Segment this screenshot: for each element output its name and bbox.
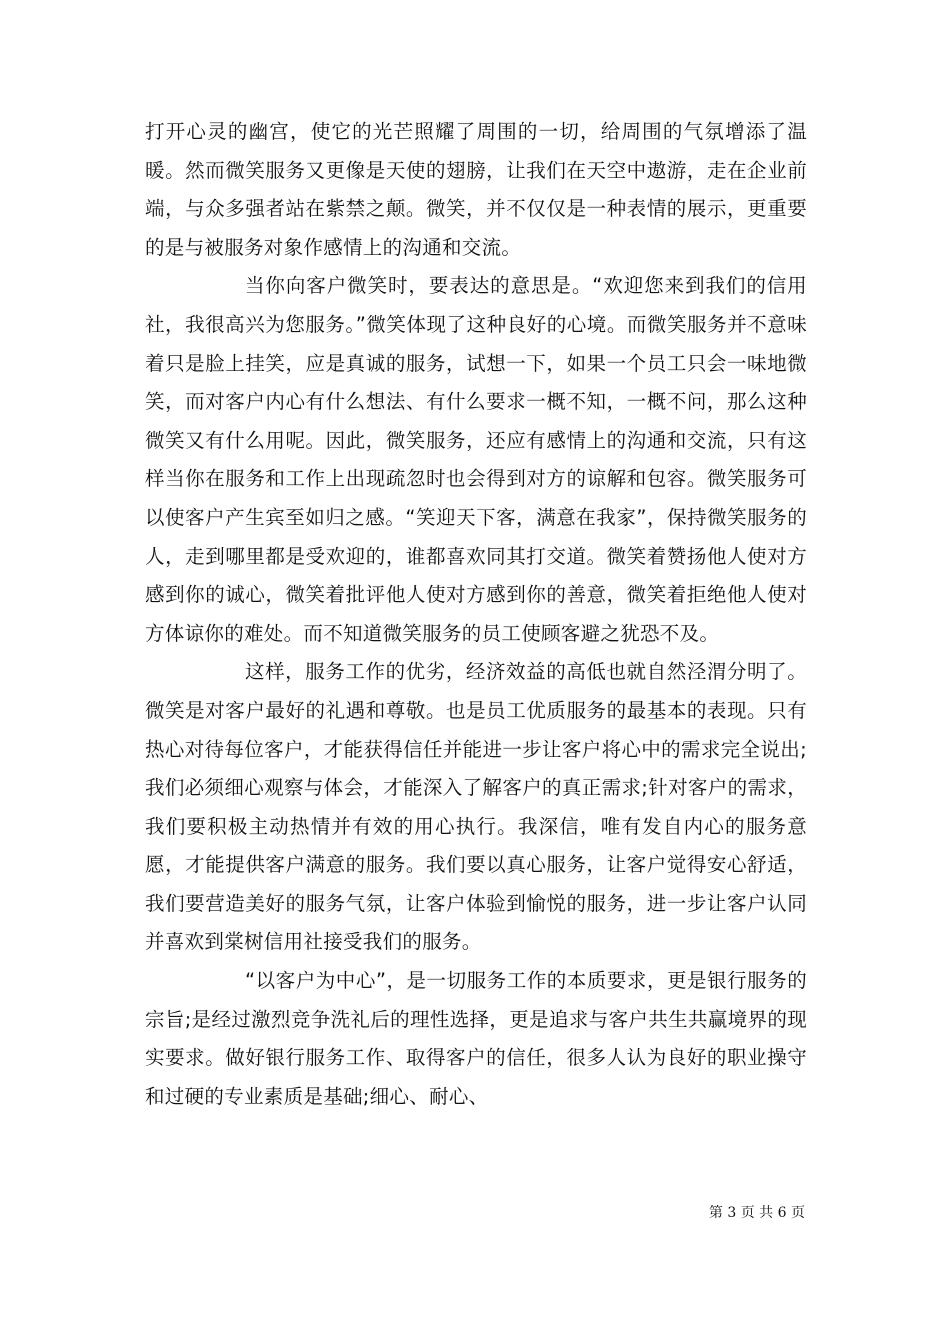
- paragraph-3: 这样，服务工作的优劣，经济效益的高低也就自然泾渭分明了。微笑是对客户最好的礼遇和尊敬。也是员工优质服务的最基本的表现。只有热心对待每位客户，才能获得信任并能进一步让客户将心中的需求完全说出;我们必须细心观察与体会，才能深入了解客户的真正需求;针对客户的需求，我们要积极主动热情并有效的用心执行。我深信，唯有发自内心的服务意愿，才能提供客户满意的服务。我们要以真心服务，让客户觉得安心舒适，我们要营造美好的服务气氛，让客户体验到愉悦的服务，进一步让客户认同并喜欢到棠树信用社接受我们的服务。: [145, 660, 807, 954]
- paragraph-1: 打开心灵的幽宫，使它的光芒照耀了周围的一切，给周围的气氛增添了温暖。然而微笑服务又更像是天使的翅膀，让我们在天空中遨游，走在企业前端，与众多强者站在紫禁之颠。微笑，并不仅仅是一种表情的展示，更重要的是与被服务对象作感情上的沟通和交流。: [145, 120, 807, 259]
- paragraph-4: “以客户为中心”，是一切服务工作的本质要求，更是银行服务的宗旨;是经过激烈竞争洗礼后的理性选择，更是追求与客户共生共赢境界的现实要求。做好银行服务工作、取得客户的信任，很多人认为良好的职业操守和过硬的专业素质是基础;细心、耐心、: [145, 969, 807, 1108]
- paragraph-2: 当你向客户微笑时，要表达的意思是。“欢迎您来到我们的信用社，我很高兴为您服务。”微笑体现了这种良好的心境。而微笑服务并不意味着只是脸上挂笑，应是真诚的服务，试想一下，如果一个员工只会一味地微笑，而对客户内心有什么想法、有什么要求一概不知，一概不问，那么这种微笑又有什么用呢。因此，微笑服务，还应有感情上的沟通和交流，只有这样当你在服务和工作上出现疏忽时也会得到对方的谅解和包容。微笑服务可以使客户产生宾至如归之感。“笑迎天下客，满意在我家”，保持微笑服务的人，走到哪里都是受欢迎的，谁都喜欢同其打交道。微笑着赞扬他人使对方感到你的诚心，微笑着批评他人使对方感到你的善意，微笑着拒绝他人使对方体谅你的难处。而不知道微笑服务的员工使顾客避之犹恐不及。: [145, 274, 807, 645]
- document-body: [145, 113, 807, 1116]
- page-number: 第 3 页 共 6 页: [708, 1205, 805, 1221]
